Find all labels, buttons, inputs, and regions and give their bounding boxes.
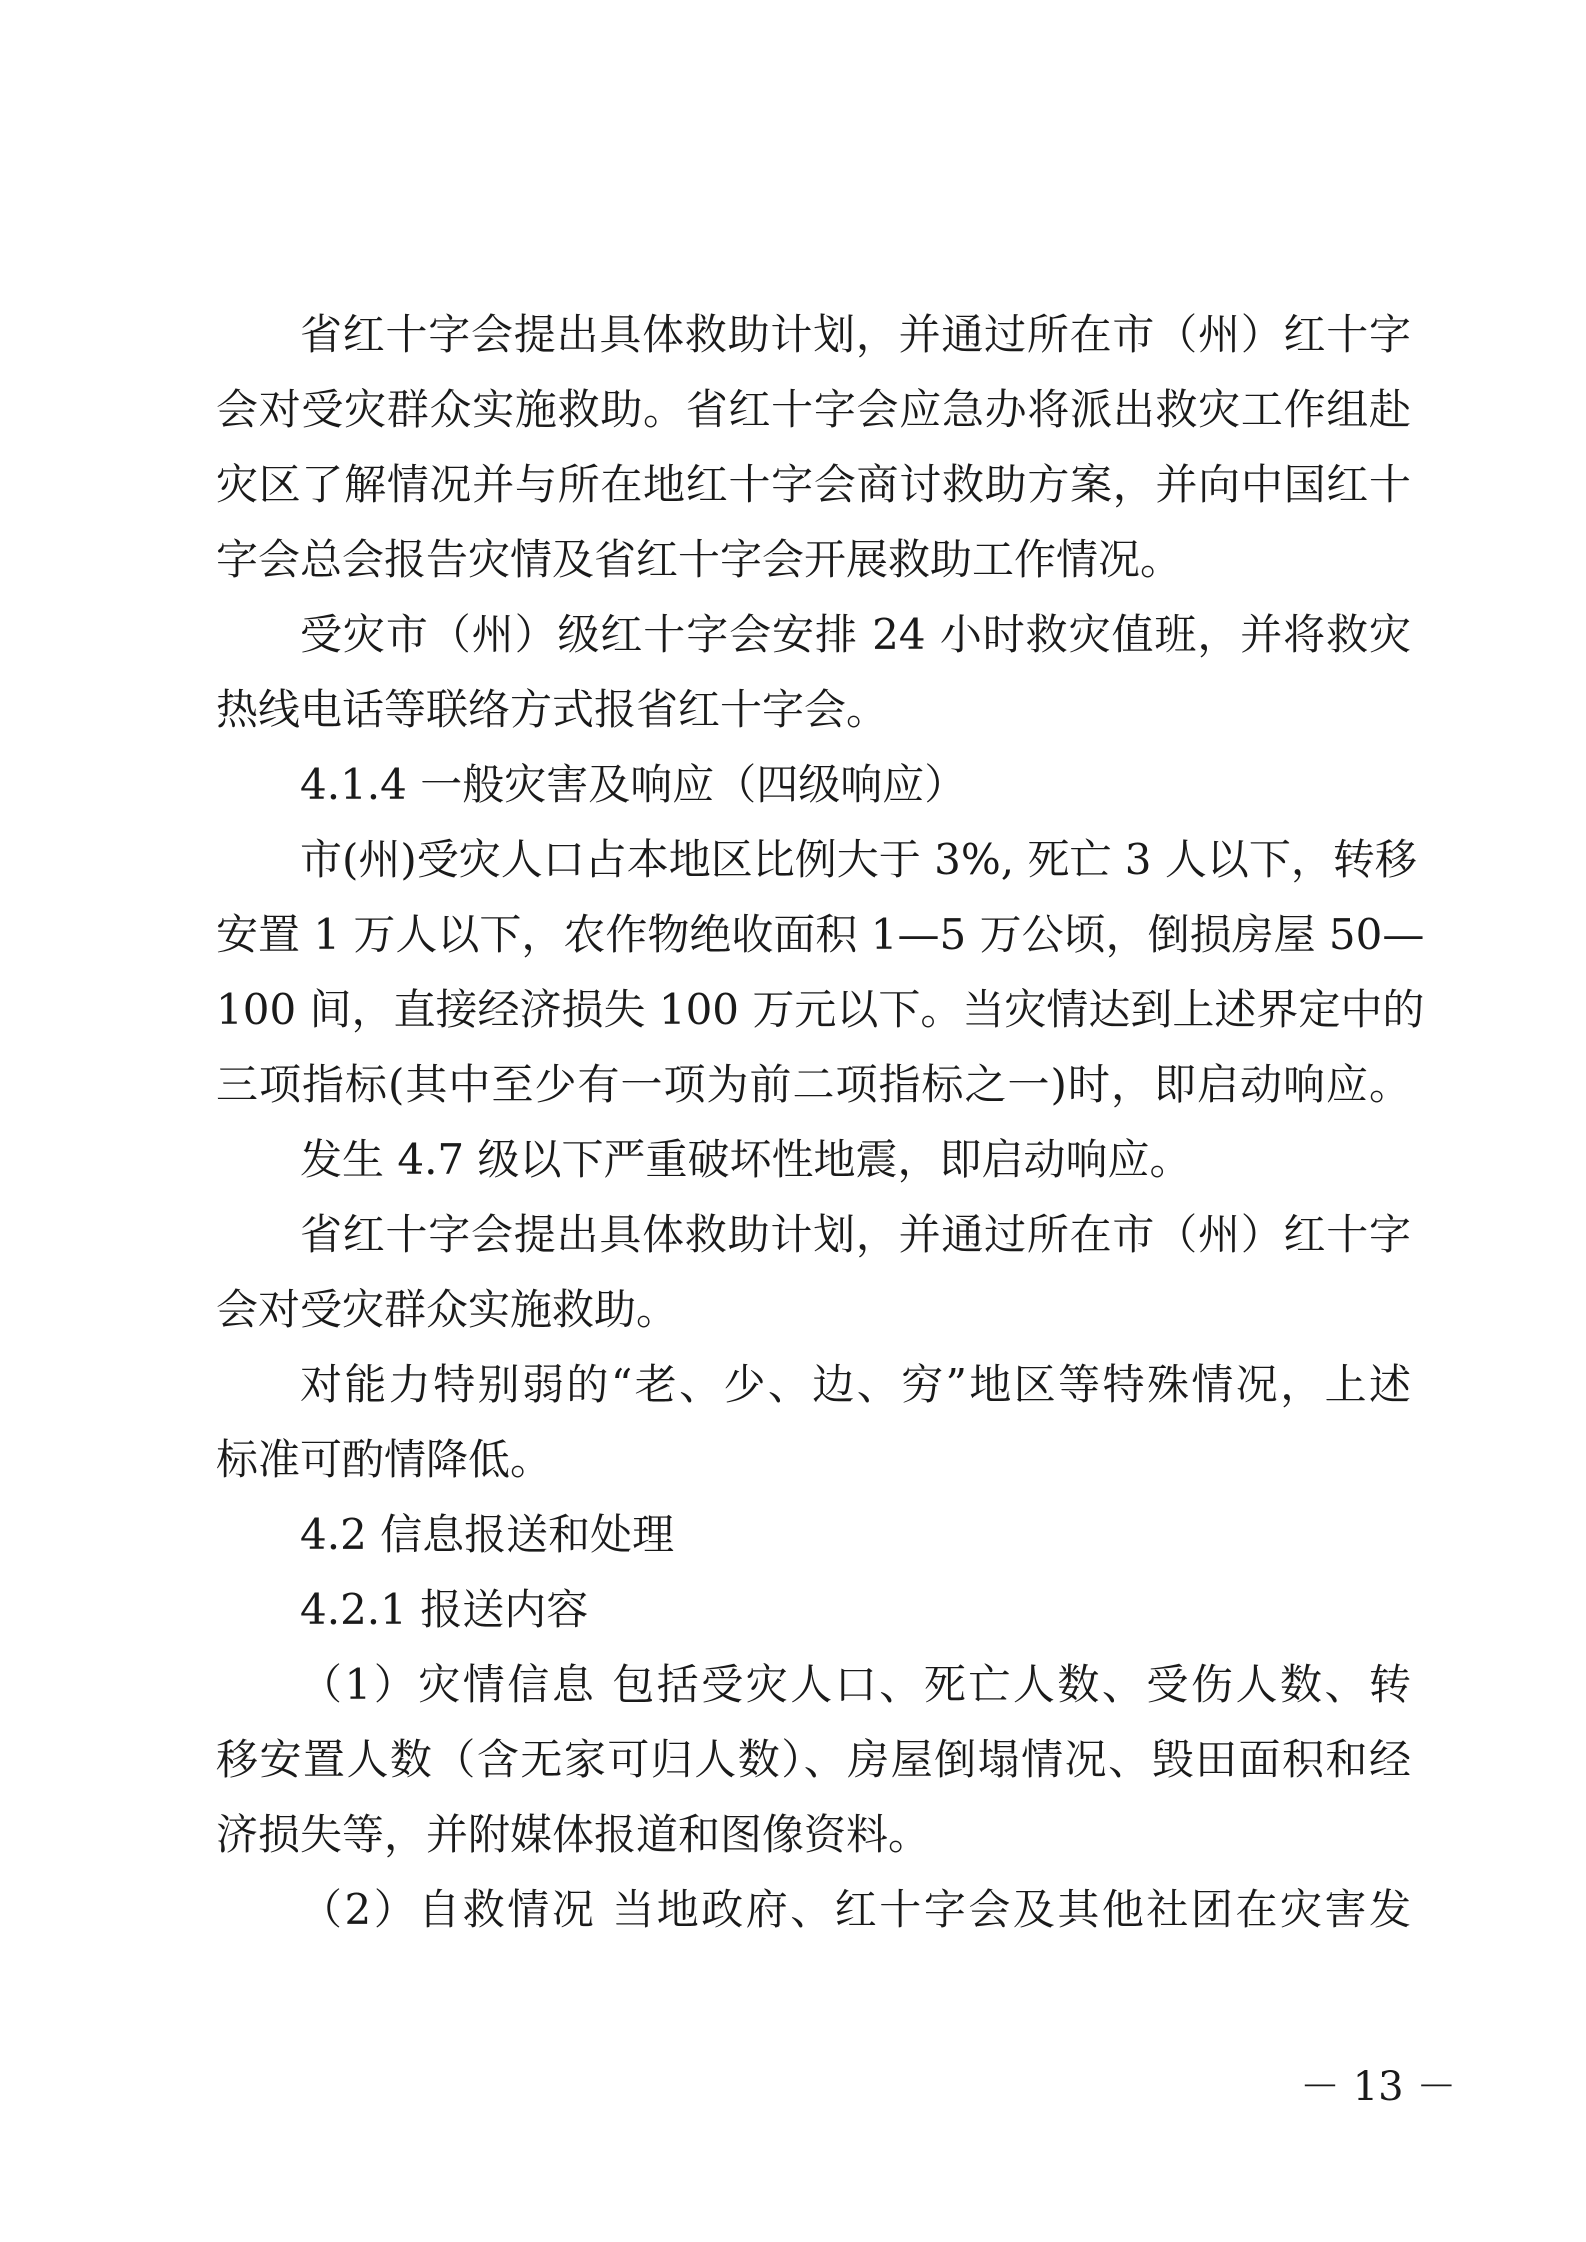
text-line: 热线电话等联络方式报省红十字会。 [216,685,889,734]
section-heading: 4.1.4 一般灾害及响应（四级响应） [300,760,967,809]
text-line: 受灾市（州）级红十字会安排 24 小时救灾值班，并将救灾 [300,610,1411,659]
text-line: 省红十字会提出具体救助计划，并通过所在市（州）红十字 [300,1210,1411,1259]
text-line: 三项指标(其中至少有一项为前二项指标之一)时，即启动响应。 [216,1060,1411,1109]
section-heading: 4.2.1 报送内容 [300,1585,589,1634]
text-line: 会对受灾群众实施救助。省红十字会应急办将派出救灾工作组赴 [216,385,1411,434]
text-line: 会对受灾群众实施救助。 [216,1285,679,1334]
text-line: 发生 4.7 级以下严重破坏性地震，即启动响应。 [300,1135,1192,1184]
text-line: （2）自救情况 当地政府、红十字会及其他社团在灾害发 [300,1885,1411,1934]
text-line: 对能力特别弱的“老、少、边、穷”地区等特殊情况，上述 [300,1360,1411,1409]
page-number: － 13 － [1300,2064,1457,2110]
text-line: （1）灾情信息 包括受灾人口、死亡人数、受伤人数、转 [300,1660,1411,1709]
text-line: 灾区了解情况并与所在地红十字会商讨救助方案，并向中国红十 [216,460,1411,509]
text-line: 标准可酌情降低。 [216,1435,553,1484]
text-line: 安置 1 万人以下，农作物绝收面积 1—5 万公顷，倒损房屋 50— [216,910,1425,959]
text-line: 省红十字会提出具体救助计划，并通过所在市（州）红十字 [300,310,1411,359]
text-line: 字会总会报告灾情及省红十字会开展救助工作情况。 [216,535,1183,584]
text-line: 100 间，直接经济损失 100 万元以下。当灾情达到上述界定中的 [216,985,1425,1034]
text-line: 济损失等，并附媒体报道和图像资料。 [216,1810,931,1859]
text-line: 移安置人数（含无家可归人数）、房屋倒塌情况、毁田面积和经 [216,1735,1411,1784]
section-heading: 4.2 信息报送和处理 [300,1510,675,1559]
text-line: 市(州)受灾人口占本地区比例大于 3%, 死亡 3 人以下，转移 [300,835,1417,884]
